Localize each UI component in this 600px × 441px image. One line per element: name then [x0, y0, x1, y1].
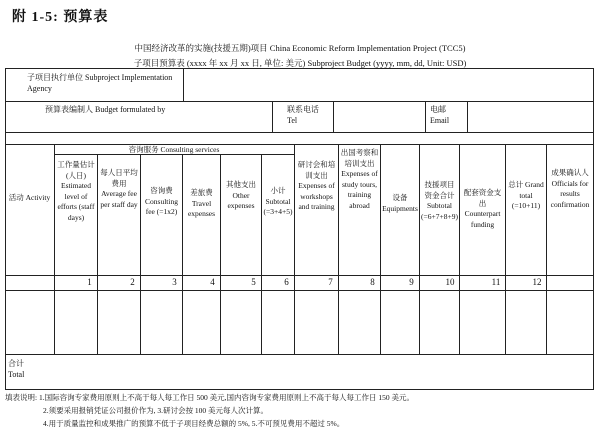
page-title: 附 1-5: 预算表: [12, 10, 109, 25]
col-3-consulting-fee: 咨询费 Consulting fee (=1x2): [145, 186, 178, 216]
col-number: 1: [87, 277, 92, 287]
col-activity: 活动 Activity: [8, 193, 51, 202]
table-row[interactable]: [7, 292, 592, 353]
phone-label: 联系电话 Tel: [287, 105, 319, 125]
col-10-ta-subtotal: 技援项目资金合计 Subtotal (=6+7+8+9): [421, 180, 458, 221]
col-number: 12: [532, 277, 542, 287]
note-3: 4.用于质量监控和成果推广的预算不低于子项目经费总额的 5%, 5.不可预见费用不超过 5%。: [43, 419, 345, 428]
col-number: 11: [491, 277, 501, 287]
project-title: 中国经济改革的实施(技援五期)项目 China Economic Reform Implementation Project (TCC5): [134, 43, 466, 53]
email-label: 电邮 Email: [430, 105, 450, 125]
col-6-subtotal: 小计 Subtotal (=3+4+5): [263, 186, 293, 216]
col-number: 5: [251, 277, 256, 287]
col-7-workshops: 研讨会和培训支出 Expenses of workshops and training: [297, 160, 336, 211]
col-13-officials: 成果确认人 Officials for results confirmation: [550, 168, 590, 209]
preparer-label: 预算表编制人 Budget formulated by: [45, 105, 166, 114]
notes-label: 填表说明:: [5, 393, 38, 402]
col-number: 7: [328, 277, 333, 287]
col-number: 2: [130, 277, 135, 287]
col-11-counterpart: 配套资金支出 Counterpart funding: [463, 188, 502, 229]
email-value[interactable]: [469, 103, 591, 130]
col-number: 10: [445, 277, 455, 287]
total-label: 合计 Total: [8, 359, 25, 379]
col-4-travel: 差旅费 Travel expenses: [187, 188, 216, 218]
notes: [5, 391, 595, 430]
preparer-value[interactable]: [185, 103, 270, 130]
col-8-study-tours: 出国考察和培训支出 Expenses of study tours, training abroad: [340, 148, 379, 210]
col-number: 6: [284, 277, 289, 287]
agency-label: 子项目执行单位 Subproject Implementation Agency: [27, 73, 173, 93]
col-2-average-fee: 每人日平均费用 Average fee per staff day: [100, 168, 138, 209]
col-9-equipment: 设备 Equipments: [382, 193, 418, 213]
col-12-grand-total: 总计 Grand total (=10+11): [508, 180, 544, 210]
col-number: 4: [210, 277, 215, 287]
col-1-efforts: 工作量估计(人日) Estimated level of efforts (staff days): [57, 160, 95, 222]
col-number: 8: [370, 277, 375, 287]
col-5-other: 其他支出 Other expenses: [226, 180, 256, 210]
note-2: 2.须要采用报销凭证公司报价作为, 3.研讨会按 100 美元每人次计算。: [43, 406, 268, 415]
col-consulting-group: 咨询服务 Consulting services: [128, 145, 220, 154]
agency-value[interactable]: [185, 70, 591, 99]
budget-subtitle: 子项目预算表 (xxxx 年 xx 月 xx 日, 单位: 美元) Subproject Budget (yyyy, mm, dd, Unit: USD): [133, 58, 467, 68]
col-number: 9: [409, 277, 414, 287]
col-number: 3: [172, 277, 177, 287]
phone-value[interactable]: [335, 103, 423, 130]
note-1: 1.国际咨询专家费用原则上不高于每人每工作日 500 美元,国内咨询专家费用原则上不高于每人每工作日 150 美元。: [38, 393, 414, 402]
budget-table: [5, 68, 594, 390]
